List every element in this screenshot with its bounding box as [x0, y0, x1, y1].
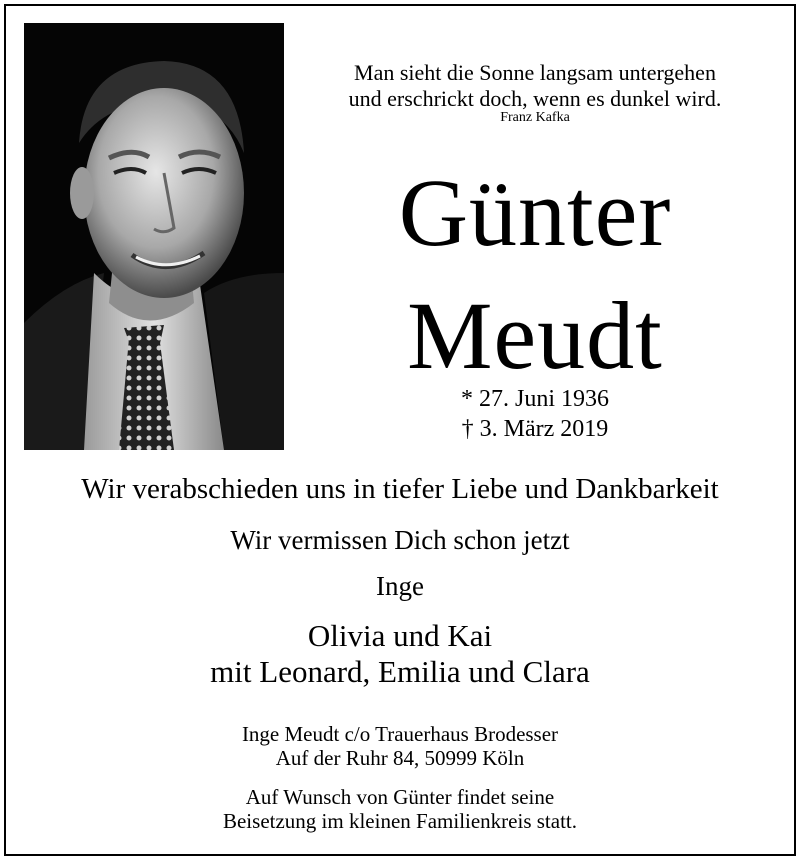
contact-line-1: Inge Meudt c/o Trauerhaus Brodesser	[241, 722, 559, 746]
family-line-2: Olivia und Kai	[307, 618, 493, 653]
death-date: † 3. März 2019	[461, 416, 609, 442]
quote-line-1: Man sieht die Sonne langsam untergehen	[354, 60, 716, 85]
notice-line-1: Auf Wunsch von Günter findet seine	[245, 785, 555, 809]
miss-message: Wir vermissen Dich schon jetzt	[230, 525, 570, 555]
quote-line-2: und erschrickt doch, wenn es dunkel wird.	[348, 86, 722, 111]
farewell-message: Wir verabschieden uns in tiefer Liebe und Dankbarkeit	[81, 473, 719, 505]
family-line-1: Inge	[376, 571, 424, 601]
family-line-3: mit Leonard, Emilia und Clara	[210, 654, 590, 689]
first-name: Günter	[398, 159, 672, 266]
last-name: Meudt	[407, 282, 663, 389]
quote-author: Franz Kafka	[500, 110, 570, 125]
portrait-photo	[24, 23, 284, 450]
contact-line-2: Auf der Ruhr 84, 50999 Köln	[275, 746, 525, 770]
birth-date: * 27. Juni 1936	[460, 386, 609, 412]
notice-line-2: Beisetzung im kleinen Familienkreis statt.	[222, 809, 578, 833]
